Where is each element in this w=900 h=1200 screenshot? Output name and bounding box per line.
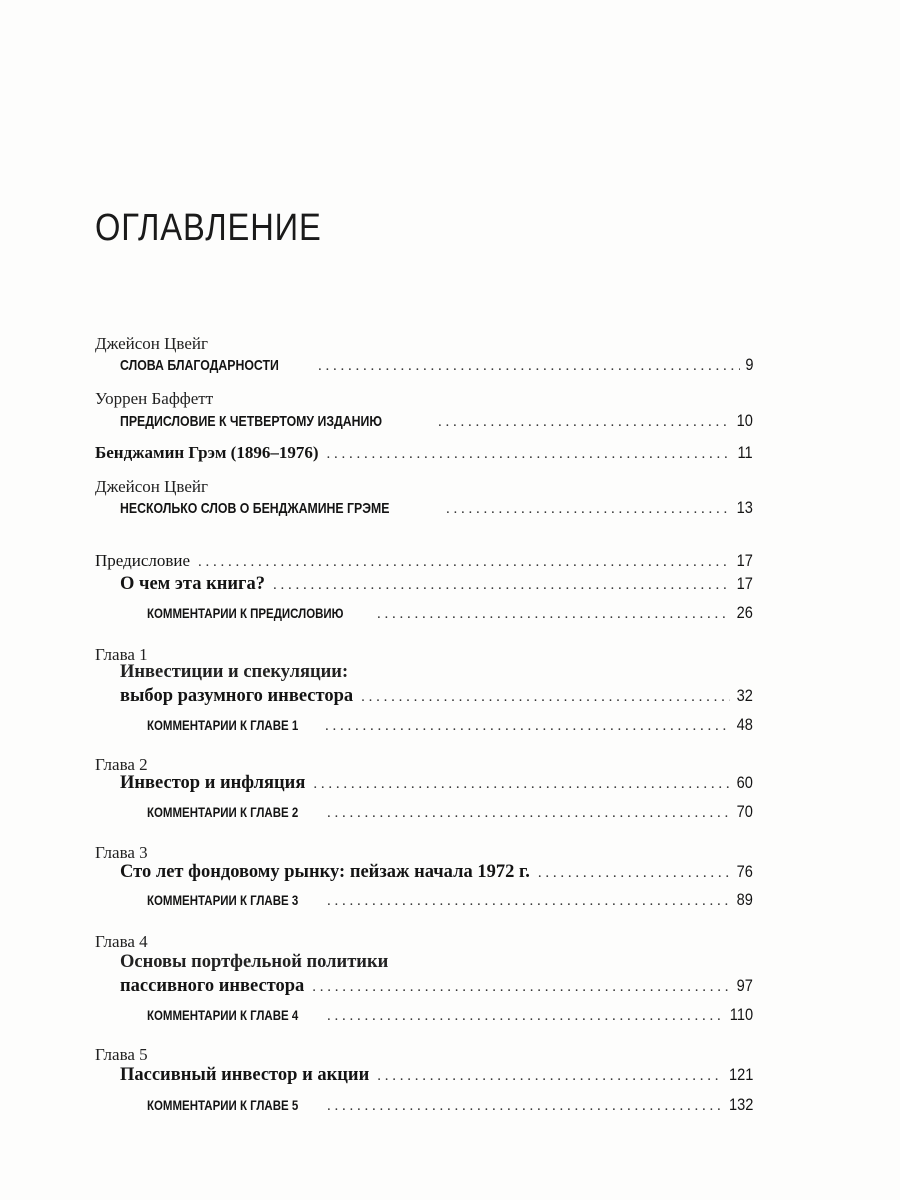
author-name bbox=[95, 477, 208, 497]
chapter-number: Глава 4 bbox=[95, 932, 148, 951]
toc-entry-about-book[interactable] bbox=[120, 574, 753, 595]
leader-dots bbox=[318, 358, 740, 375]
chapter-number: Глава 1 bbox=[95, 645, 148, 664]
entry-title: Сто лет фондовому рынку: пейзаж начала 1972 г. bbox=[120, 862, 530, 882]
toc-entry-graham[interactable] bbox=[95, 443, 753, 463]
leader-dots bbox=[312, 979, 730, 996]
author-name bbox=[95, 389, 213, 409]
chapter-title-line bbox=[120, 662, 348, 683]
page-number: 26 bbox=[736, 603, 753, 622]
page-title: ОГЛАВЛЕНИЕ bbox=[95, 207, 322, 250]
entry-title: Бенджамин Грэм (1896–1976) bbox=[95, 443, 319, 462]
entry-title: КОММЕНТАРИИ К ГЛАВЕ 1 bbox=[147, 717, 299, 733]
entry-title: КОММЕНТАРИИ К ГЛАВЕ 5 bbox=[147, 1097, 299, 1113]
toc-entry-chapter-2[interactable] bbox=[120, 773, 753, 794]
page-number: 17 bbox=[736, 551, 753, 570]
leader-dots bbox=[377, 606, 730, 623]
entry-title: пассивного инвестора bbox=[120, 976, 305, 996]
page-number: 110 bbox=[729, 1005, 753, 1024]
toc-entry-chapter-5-comments[interactable] bbox=[147, 1095, 753, 1115]
leader-dots bbox=[361, 689, 730, 706]
author-name bbox=[95, 334, 208, 354]
leader-dots bbox=[313, 776, 730, 793]
chapter-number: Глава 2 bbox=[95, 755, 148, 774]
author-label: Джейсон Цвейг bbox=[95, 477, 208, 496]
page-number: 17 bbox=[736, 574, 753, 593]
chapter-number: Глава 3 bbox=[95, 843, 148, 862]
page-number: 13 bbox=[736, 498, 753, 517]
toc-entry-chapter-3[interactable] bbox=[120, 862, 753, 883]
entry-title: КОММЕНТАРИИ К ГЛАВЕ 3 bbox=[147, 892, 299, 908]
leader-dots bbox=[198, 554, 730, 571]
page-number: 9 bbox=[744, 355, 753, 374]
page-number: 132 bbox=[728, 1095, 753, 1114]
chapter-label bbox=[95, 755, 148, 775]
toc-entry-chapter-1-comments[interactable] bbox=[147, 715, 753, 735]
page-number: 32 bbox=[736, 686, 753, 705]
toc-entry-chapter-1[interactable] bbox=[120, 686, 753, 707]
entry-title: О чем эта книга? bbox=[120, 574, 265, 594]
toc-entry-preface[interactable] bbox=[95, 551, 753, 571]
chapter-title-part: Основы портфельной политики bbox=[120, 952, 389, 972]
page-number: 60 bbox=[736, 773, 753, 792]
leader-dots bbox=[377, 1068, 720, 1085]
leader-dots bbox=[326, 446, 731, 463]
leader-dots bbox=[438, 414, 730, 431]
entry-title: СЛОВА БЛАГОДАРНОСТИ bbox=[120, 357, 279, 374]
toc-entry-chapter-4-comments[interactable] bbox=[147, 1005, 753, 1025]
chapter-label bbox=[95, 843, 148, 863]
chapter-label bbox=[95, 932, 148, 952]
leader-dots bbox=[327, 805, 730, 822]
entry-title: КОММЕНТАРИИ К ГЛАВЕ 2 bbox=[147, 804, 299, 820]
entry-title: КОММЕНТАРИИ К ГЛАВЕ 4 bbox=[147, 1007, 299, 1023]
entry-title: КОММЕНТАРИИ К ПРЕДИСЛОВИЮ bbox=[147, 605, 344, 621]
chapter-title-part: Инвестиции и спекуляции: bbox=[120, 662, 349, 682]
entry-title: НЕСКОЛЬКО СЛОВ О БЕНДЖАМИНЕ ГРЭМЕ bbox=[120, 500, 390, 517]
leader-dots bbox=[325, 718, 730, 735]
entry-title: Предисловие bbox=[95, 551, 191, 570]
toc-entry-acknowledgments[interactable] bbox=[120, 355, 753, 375]
toc-entry-chapter-5[interactable] bbox=[120, 1065, 753, 1086]
toc-entry-preface-comments[interactable] bbox=[147, 603, 753, 623]
entry-title: Пассивный инвестор и акции bbox=[120, 1065, 370, 1085]
entry-title: выбор разумного инвестора bbox=[120, 686, 354, 706]
toc-entry-chapter-4[interactable] bbox=[120, 976, 753, 997]
toc-entry-chapter-3-comments[interactable] bbox=[147, 890, 753, 910]
toc-entry-foreword[interactable] bbox=[120, 411, 753, 431]
page-number: 48 bbox=[736, 715, 753, 734]
page-number: 97 bbox=[736, 976, 753, 995]
leader-dots bbox=[327, 1098, 721, 1115]
entry-title: Инвестор и инфляция bbox=[120, 773, 306, 793]
page-number: 10 bbox=[736, 411, 753, 430]
entry-title: ПРЕДИСЛОВИЕ К ЧЕТВЕРТОМУ ИЗДАНИЮ bbox=[120, 413, 383, 430]
author-label: Джейсон Цвейг bbox=[95, 334, 208, 353]
chapter-number: Глава 5 bbox=[95, 1045, 148, 1064]
toc-entry-about-graham[interactable] bbox=[120, 498, 753, 518]
author-label: Уоррен Баффетт bbox=[95, 389, 214, 408]
page-number: 70 bbox=[736, 802, 753, 821]
leader-dots bbox=[538, 865, 730, 882]
leader-dots bbox=[446, 501, 730, 518]
toc-entry-chapter-2-comments[interactable] bbox=[147, 802, 753, 822]
leader-dots bbox=[327, 1008, 722, 1025]
page-number: 121 bbox=[728, 1065, 753, 1084]
leader-dots bbox=[327, 893, 730, 910]
page-number: 89 bbox=[736, 890, 753, 909]
chapter-title-line bbox=[120, 952, 388, 973]
leader-dots bbox=[273, 577, 730, 594]
page-number: 76 bbox=[736, 862, 753, 881]
chapter-label bbox=[95, 1045, 148, 1065]
page-number: 11 bbox=[737, 443, 753, 462]
